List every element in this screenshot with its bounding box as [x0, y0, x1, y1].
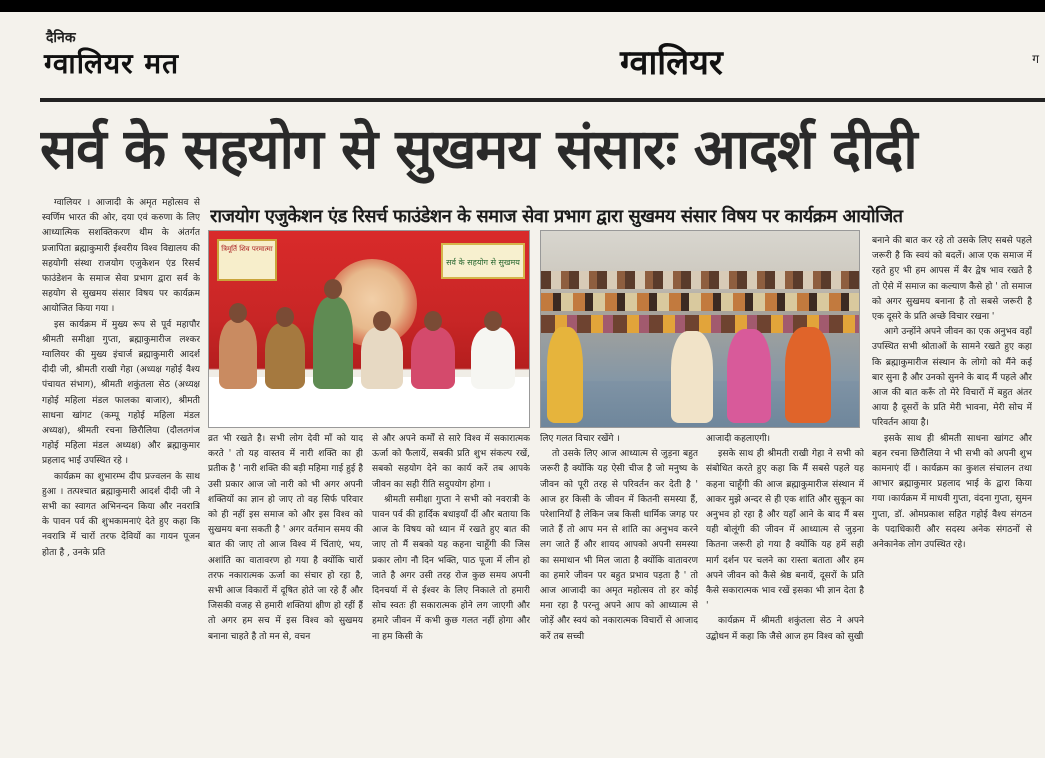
daily-label: दैनिक — [46, 30, 76, 46]
stage-banner-left: त्रिमूर्ति शिव परमात्मा — [217, 239, 277, 281]
attendee-figure — [785, 327, 831, 423]
paragraph: आगे उन्होंने अपने जीवन का एक अनुभव वहाँ उपस्थित सभी श्रोताओं के सामने रखते हुए कहा कि ब्रह्माकुमारीज संस्थान के लोगो को मैंने कई बार सुना है और उनको सुनने के बाद मैं पहले और आज की बात करूँ तो मेरे विचारों में बहुत अंतर आया है दूसरों के प्रति मेरी भावना, मेरी सोच में परिवर्तन आया है। — [872, 327, 1032, 429]
stage-banner-right: सर्व के सहयोग से सुखमय — [441, 243, 525, 279]
paragraph: इस कार्यक्रम में मुख्य रूप से पूर्व महापौर श्रीमती समीक्षा गुप्ता, ब्रह्माकुमारीज लश्कर ग्वालियर की मुख्य इंचार्ज ब्रह्माकुमारी आदर्श दीदी जी, श्रीमती राखी गेहा (अध्यक्ष गहोई वैश्य पंचायत संभाग), श्रीमती शकुंतला सेठ (अध्यक्ष गहोई महिला मंडल फालका बाजार), श्रीमती साधना खांगट (कम्पू गहोई महिला मंडल अध्यक्ष), श्रीमती रचना छिरौलिया (दौलतगंज गहोई महिला मंडल अध्यक्ष) और ब्रह्माकुमार प्रहलाद भाई उपस्थित रहे । — [42, 319, 200, 467]
paragraph: आजादी कहलाएगी। — [706, 434, 771, 444]
attendee-figure — [671, 331, 713, 423]
paragraph: से और अपने कर्मों से सारे विश्व में सकारात्मक ऊर्जा को फैलायें, सबकी प्रति शुभ संकल्प रखें, सबको सहयोग देने का कार्य करें तब आपके जीवन का सही रीति सदुपयोग होगा । — [372, 434, 530, 490]
paragraph: कार्यक्रम में श्रीमती शकुंतला सेठ ने अपने उद्बोधन में कहा कि जैसे आज हम विश्व को सुखी — [706, 616, 864, 642]
guest-head — [276, 307, 294, 327]
article-column-3 — [372, 432, 530, 750]
attendee-figure — [727, 329, 771, 423]
stage-photo — [208, 230, 530, 428]
attendee-figure — [547, 327, 583, 423]
masthead — [0, 12, 1045, 82]
paragraph: बनाने की बात कर रहे तो उसके लिए सबसे पहले जरूरी है कि स्वयं को बदलें। आज एक समाज में रहते हुए भी हम आपस में बैर द्वेष भाव रखते है तो ऐसे में समाज का कल्याण कैसे हो ' तो समाज को अगर सुखमय बनाना है तो सबसे जरूरी है एक दूसरे के प्रति अच्छे विचार रखना ' — [872, 236, 1032, 323]
speaker-figure — [313, 297, 353, 389]
paragraph: इसके साथ ही श्रीमती राखी गेहा ने सभी को संबोधित करते हुए कहा कि मैं सबसे पहले यह कहना चाहूँगी की आज ब्रह्माकुमारीज संस्थान में आकर मुझे अन्दर से ही एक शांति और सुकून का अनुभव हो रहा है और यहाँ आने के बाद मैं बस यही बोलूंगी की जीवन में आध्यात्म से जुड़ना कितना जरूरी हो गया है क्योंकि यह हमें सही मार्ग दर्शन पर चलने का रास्ता बताता और हम अपने जीवन को कैसे श्रेष्ठ बनायें, दूसरों के प्रति कैसे सकारात्मक भाव रखें इसका भी ज्ञान देता है ' — [706, 449, 864, 612]
article-headline: सर्व के सहयोग से सुखमय संसारः आदर्श दीदी — [40, 117, 917, 181]
audience-row — [541, 293, 860, 311]
paragraph: इसके साथ ही श्रीमती साधना खांगट और बहन रचना छिरौलिया ने भी सभी को अपनी शुभ कामनाएं दीं । कार्यक्रम का कुशल संचालन तथा आभार ब्रह्माकुमार प्रहलाद भाई के द्वारा किया गया ।कार्यक्रम में माधवी गुप्ता, वंदना गुप्ता, सुमन गुप्ता, डॉ. ओमप्रकाश सहित गहोई वैश्य संगठन के पदाधिकारी और सदस्य अनेक संगठनों से अनेकानेक लोग उपस्थित रहे। — [872, 433, 1032, 551]
guest-figure — [361, 327, 403, 389]
audience-row — [541, 271, 860, 289]
newspaper-page — [0, 12, 1045, 758]
paragraph: कार्यक्रम का शुभारम्भ दीप प्रज्वलन के साथ हुआ । तत्पश्चात ब्रह्माकुमारी आदर्श दीदी जी ने सभी का स्वागत अभिनन्दन किया और नवरात्रि के पावन पर्व की शुभकामनाएं देते हुए कहा कि नवरात्रि में चारों तरफ देवियों का गायन पूजन होता है , उनके प्रति — [42, 471, 200, 558]
guest-head — [373, 311, 391, 331]
guest-head — [229, 303, 247, 323]
article-column-5 — [706, 432, 864, 750]
article-column-6 — [872, 234, 1032, 750]
masthead-divider — [40, 98, 1045, 102]
article-column-1 — [42, 196, 200, 750]
guest-figure — [219, 319, 257, 389]
paragraph: लिए गलत विचार रखेंगे । — [540, 434, 620, 444]
audience-photo — [540, 230, 860, 428]
paragraph: व्रत भी रखते है। सभी लोग देवी माँ को याद करते ' तो यह वास्तव में नारी शक्ति का ही प्रतीक है ' नारी शक्ति की बड़ी महिमा गाई हुई है उसी प्रकार आज जो नारी को भी अगर अपनी शक्तियों का ज्ञान हो जाए तो वह सिर्फ परिवार को ही नहीं इस समाज को और इस विश्व को सुखमय बना सकती है ' अगर वर्तमान समय की बात की जाए तो आज विश्व में चिंताएं, भय, अशांति का वातावरण हो गया है क्योंकि चारों तरफ नकारात्मक ऊर्जा का संचार हो रहा है, सभी आज विकारों में दूषित होते जा रहे हैं और जिसकी वजह से हमारी शक्तियां क्षीण हो रहीं हैं तो अगर हम सच में इस विश्व को सुखमय बनाना चाहते है तो मन से, वचन — [208, 434, 363, 642]
paragraph: तो उसके लिए आज आध्यात्म से जुड़ना बहुत जरूरी है क्योंकि यह ऐसी चीज है जो मनुष्य के जीवन को पूरी तरह से परिवर्तन कर देती है ' आज हर किसी के जीवन में कितनी समस्या हैं, परेशानियाँ है लेकिन जब किसी धार्मिक जगह पर जाते हैं तो आप मन से शांति का अनुभव करने लग जाते हैं और शायद आपको अपनी समस्या का समाधान भी मिल जाता है क्योंकि वातावरण का हमारे जीवन पर बहुत प्रभाव पड़ता है ' तो आज आजादी का अमृत महोत्सव तो हर कोई मना रहा है परन्तु अपने आप को आध्यात्म से जोड़ें और स्वयं को नकारात्मक विचारों से आजाद करें तब सच्ची — [540, 449, 698, 642]
guest-head — [484, 311, 502, 331]
article-column-2 — [208, 432, 363, 750]
city-name: ग्वालियर — [620, 43, 723, 83]
guest-figure — [411, 327, 455, 389]
guest-figure — [471, 327, 515, 389]
article-subheadline: राजयोग एजुकेशन एंड रिसर्च फाउंडेशन के समाज सेवा प्रभाग द्वारा सुखमय संसार विषय पर कार्यक्रम आयोजित — [210, 206, 903, 227]
corner-mark: ग — [1032, 52, 1039, 66]
paper-name: ग्वालियर मत — [44, 47, 180, 80]
guest-head — [424, 311, 442, 331]
paragraph: ग्वालियर । आजादी के अमृत महोत्सव से स्वर्णिम भारत की ओर, दया एवं करुणा के लिए आध्यात्मिक सशक्तिकरण थीम के अंतर्गत प्रजापिता ब्रह्माकुमारी ईश्वरीय विश्व विद्यालय की सहयोगी संस्था राजयोग एजुकेशन एंड रिसर्च फाउंडेशन के समाज सेवा प्रभाग द्वारा सर्व के सहयोग से सुखमय संसार विषय पर कार्यक्रम आयोजित किया गया । — [42, 198, 200, 315]
guest-figure — [265, 323, 305, 389]
article-column-4 — [540, 432, 698, 750]
speaker-head — [324, 279, 342, 299]
paragraph: श्रीमती समीक्षा गुप्ता ने सभी को नवरात्री के पावन पर्व की हार्दिक बधाइयाँ दीं और बताया कि आज के विषय को ध्यान में रखते हुए बात की जाए तो मैं सबको यह कहना चाहूँगी की जिस प्रकार लोग नौ दिन भक्ति, पाठ पूजा में लीन हो जाते है अगर उसी तरह रोज कुछ समय अपनी दिनचर्या में से ईश्वर के लिए निकाले तो हमारी सोच स्वतः ही सकारात्मक होने लग जाएगी और हमारे जीवन में कभी कुछ गलत नहीं होगा और ना हम किसी के — [372, 494, 530, 642]
